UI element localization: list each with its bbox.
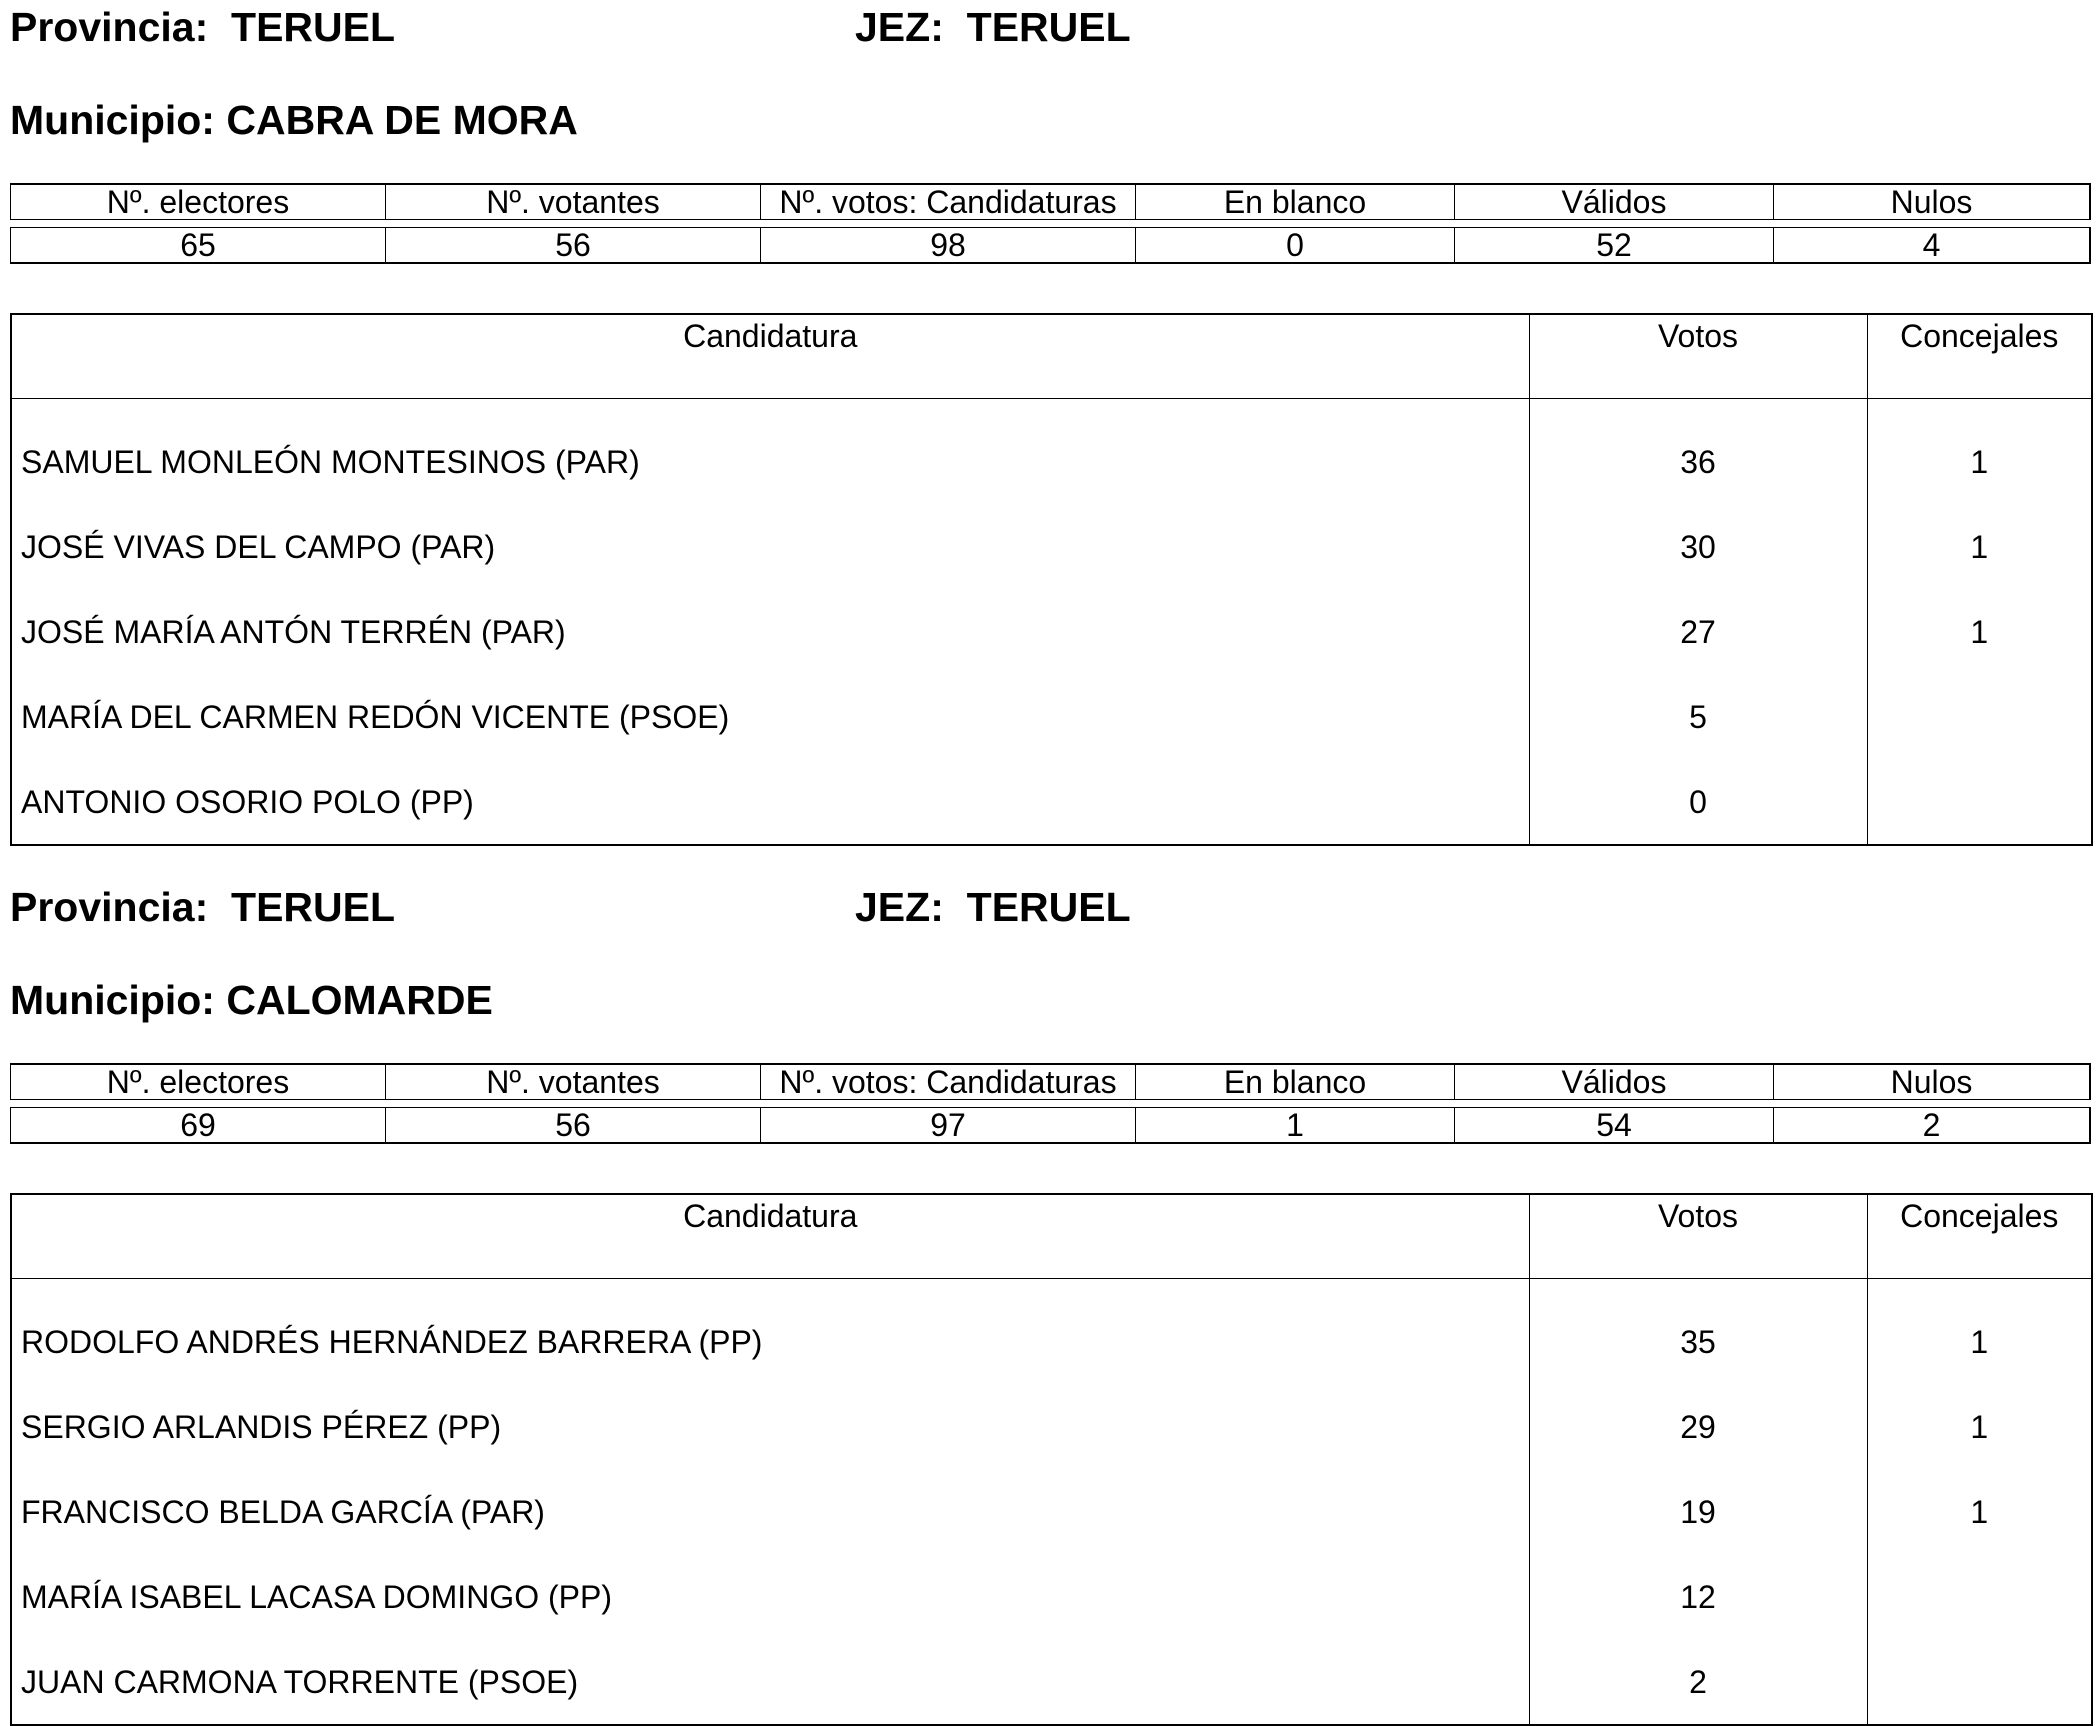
municipio-label: Municipio: — [10, 977, 215, 1023]
candidate-name: MARÍA ISABEL LACASA DOMINGO (PP) — [21, 1578, 612, 1615]
candidate-concejales: 1 — [1867, 1384, 2092, 1469]
en-blanco-header: En blanco — [1135, 1063, 1454, 1100]
candidate-votos: 35 — [1529, 1279, 1867, 1385]
concejales-header: Concejales — [1867, 314, 2092, 399]
votantes-header: Nº. votantes — [385, 183, 760, 220]
en-blanco-value: 1 — [1135, 1107, 1454, 1144]
table-row — [11, 399, 2092, 505]
validos-value: 52 — [1454, 227, 1773, 264]
candidate-name: SERGIO ARLANDIS PÉREZ (PP) — [21, 1408, 502, 1445]
candidate-votos: 2 — [1529, 1639, 1867, 1725]
votantes-value: 56 — [385, 1107, 760, 1144]
candidate-name: JOSÉ MARÍA ANTÓN TERRÉN (PAR) — [21, 613, 566, 650]
candidate-votos: 5 — [1529, 674, 1867, 759]
candidate-concejales — [1867, 1554, 2092, 1639]
candidatura-header: Candidatura — [11, 314, 1529, 399]
en-blanco-header: En blanco — [1135, 183, 1454, 220]
municipio-title — [10, 977, 493, 1023]
summary-table — [10, 1063, 2091, 1144]
table-row — [11, 589, 2092, 674]
votos-candidaturas-header: Nº. votos: Candidaturas — [760, 183, 1135, 220]
jez-value: TERUEL — [966, 4, 1131, 50]
candidates-table — [10, 313, 2093, 846]
votos-candidaturas-header: Nº. votos: Candidaturas — [760, 1063, 1135, 1100]
candidate-name: SAMUEL MONLEÓN MONTESINOS (PAR) — [21, 443, 640, 480]
candidate-name: MARÍA DEL CARMEN REDÓN VICENTE (PSOE) — [21, 698, 730, 735]
en-blanco-value: 0 — [1135, 227, 1454, 264]
nulos-header: Nulos — [1773, 1063, 2091, 1100]
candidate-concejales — [1867, 1639, 2092, 1725]
municipio-label: Municipio: — [10, 97, 215, 143]
concejales-header: Concejales — [1867, 1194, 2092, 1279]
jez-label: JEZ: — [855, 884, 944, 930]
candidate-concejales: 1 — [1867, 1469, 2092, 1554]
candidate-votos: 30 — [1529, 504, 1867, 589]
candidate-concejales — [1867, 759, 2092, 845]
votantes-header: Nº. votantes — [385, 1063, 760, 1100]
electores-value: 69 — [10, 1107, 385, 1144]
candidate-concejales: 1 — [1867, 504, 2092, 589]
nulos-value: 4 — [1773, 227, 2091, 264]
candidate-concejales — [1867, 674, 2092, 759]
candidate-concejales: 1 — [1867, 1279, 2092, 1385]
validos-header: Válidos — [1454, 1063, 1773, 1100]
summary-header-row — [10, 1063, 2091, 1100]
votos-candidaturas-value: 98 — [760, 227, 1135, 264]
provincia-line — [10, 4, 396, 50]
table-row — [11, 1469, 2092, 1554]
candidate-votos: 36 — [1529, 399, 1867, 505]
candidate-votos: 12 — [1529, 1554, 1867, 1639]
candidatura-header: Candidatura — [11, 1194, 1529, 1279]
provincia-value: TERUEL — [231, 4, 396, 50]
summary-values-row — [10, 227, 2091, 264]
table-row — [11, 674, 2092, 759]
electores-header: Nº. electores — [10, 1063, 385, 1100]
candidate-votos: 29 — [1529, 1384, 1867, 1469]
validos-header: Válidos — [1454, 183, 1773, 220]
provincia-label: Provincia: — [10, 884, 209, 930]
electores-header: Nº. electores — [10, 183, 385, 220]
provincia-line — [10, 884, 396, 930]
summary-header-row — [10, 183, 2091, 220]
candidates-header-row — [11, 314, 2092, 399]
candidate-votos: 0 — [1529, 759, 1867, 845]
municipio-value: CALOMARDE — [226, 977, 493, 1023]
table-row — [11, 1279, 2092, 1385]
table-row — [11, 759, 2092, 845]
summary-table — [10, 183, 2091, 264]
provincia-label: Provincia: — [10, 4, 209, 50]
provincia-value: TERUEL — [231, 884, 396, 930]
candidate-concejales: 1 — [1867, 589, 2092, 674]
table-row — [11, 1554, 2092, 1639]
table-row — [11, 1384, 2092, 1469]
summary-spacer-row — [10, 220, 2091, 227]
table-row — [11, 1639, 2092, 1725]
candidates-header-row — [11, 1194, 2092, 1279]
validos-value: 54 — [1454, 1107, 1773, 1144]
nulos-header: Nulos — [1773, 183, 2091, 220]
jez-label: JEZ: — [855, 4, 944, 50]
municipio-title — [10, 97, 578, 143]
summary-values-row — [10, 1107, 2091, 1144]
candidate-votos: 27 — [1529, 589, 1867, 674]
candidate-name: ANTONIO OSORIO POLO (PP) — [21, 783, 474, 820]
candidate-concejales: 1 — [1867, 399, 2092, 505]
table-row — [11, 504, 2092, 589]
votantes-value: 56 — [385, 227, 760, 264]
votos-candidaturas-value: 97 — [760, 1107, 1135, 1144]
electores-value: 65 — [10, 227, 385, 264]
candidate-name: JUAN CARMONA TORRENTE (PSOE) — [21, 1663, 579, 1700]
votos-header: Votos — [1529, 314, 1867, 399]
candidates-table — [10, 1193, 2093, 1726]
jez-line — [855, 884, 1131, 930]
jez-line — [855, 4, 1131, 50]
summary-spacer-row — [10, 1100, 2091, 1107]
candidate-name: JOSÉ VIVAS DEL CAMPO (PAR) — [21, 528, 496, 565]
votos-header: Votos — [1529, 1194, 1867, 1279]
jez-value: TERUEL — [966, 884, 1131, 930]
nulos-value: 2 — [1773, 1107, 2091, 1144]
candidate-name: FRANCISCO BELDA GARCÍA (PAR) — [21, 1493, 545, 1530]
candidate-name: RODOLFO ANDRÉS HERNÁNDEZ BARRERA (PP) — [21, 1323, 763, 1360]
candidate-votos: 19 — [1529, 1469, 1867, 1554]
municipio-value: CABRA DE MORA — [226, 97, 578, 143]
